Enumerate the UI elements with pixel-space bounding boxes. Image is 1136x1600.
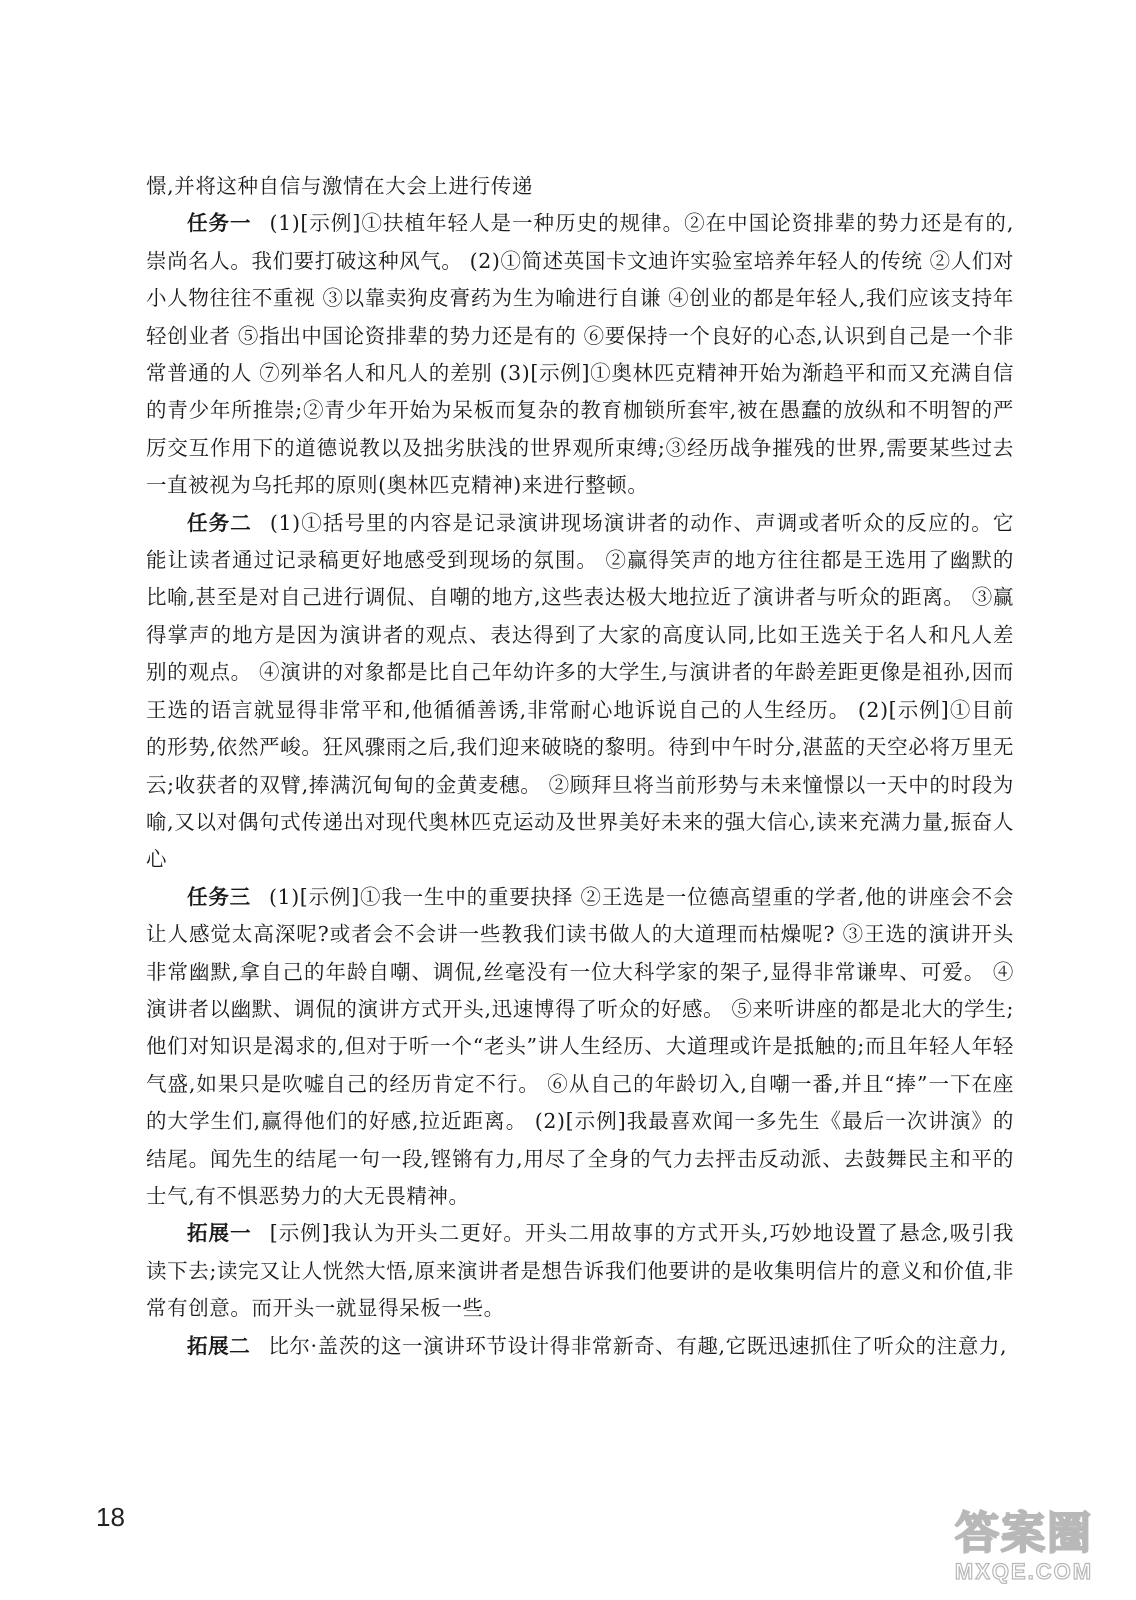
paragraph-text: 比尔·盖茨的这一演讲环节设计得非常新奇、有趣,它既迅速抓住了听众的注意力, (268, 1333, 1008, 1358)
page-number: 18 (96, 1502, 125, 1532)
paragraph-text: [示例]我认为开头二更好。开头二用故事的方式开头,巧妙地设置了悬念,吸引我读下去;读完又让人恍然大悟,原来演讲者是想告诉我们他要讲的是收集明信片的意义和价值,非常有创意。而开头一就显得呆板一些。 (146, 1221, 1014, 1321)
paragraph-extension-2 (146, 1328, 1014, 1365)
section-label: 任务三 (187, 884, 251, 909)
paragraph-text: 憬,并将这种自信与激情在大会上进行传递 (146, 174, 533, 198)
page-content (146, 168, 1014, 1365)
paragraph-text: (1)[示例]①我一生中的重要抉择 ②王选是一位德高望重的学者,他的讲座会不会让人感觉太高深呢?或者会不会讲一些教我们读书做人的大道理而枯燥呢? ③王选的演讲开头非常幽默,拿自己的年龄自嘲、调侃,丝毫没有一位大科学家的架子,显得非常谦卑、可爱。 ④演讲者以幽默、调侃的演讲方式开头,迅速博得了听众的好感。 ⑤来听讲座的都是北大的学生;他们对知识是渴求的,但对于听一个“老头”讲人生经历、大道理或许是抵触的;而且年轻人年轻气盛,如果只是吹嘘自己的经历肯定不行。 ⑥从自己的年龄切入,自嘲一番,并且“捧”一下在座的大学生们,赢得他们的好感,拉近距离。 (2)[示例]我最喜欢闻一多先生《最后一次讲演》的结尾。闻先生的结尾一句一段,铿锵有力,用尽了全身的气力去抨击反动派、去鼓舞民主和平的士气,有不惧恶势力的大无畏精神。 (146, 884, 1014, 1208)
section-label: 拓展二 (187, 1333, 251, 1358)
paragraph-task-3 (146, 879, 1014, 1216)
paragraph-text: (1)[示例]①扶植年轻人是一种历史的规律。②在中国论资排辈的势力还是有的,崇尚名人。我们要打破这种风气。 (2)①简述英国卡文迪许实验室培养年轻人的传统 ②人们对小人物往往不重视 ③以靠卖狗皮膏药为生为喻进行自谦 ④创业的都是年轻人,我们应该支持年轻创业者 ⑤指出中国论资排辈的势力还是有的 ⑥要保持一个良好的心态,认识到自己是一个非常普通的人 ⑦列举名人和凡人的差别 (3)[示例]①奥林匹克精神开始为渐趋平和而又充满自信的青少年所推崇;②青少年开始为呆板而复杂的教育枷锁所套牢,被在愚蠢的放纵和不明智的严厉交互作用下的道德说教以及拙劣肤浅的世界观所束缚;③经历战争摧残的世界,需要某些过去一直被视为乌托邦的原则(奥林匹克精神)来进行整顿。 (146, 211, 1014, 498)
section-label: 任务二 (187, 510, 252, 535)
watermark-sub-text: MXQE.COM (954, 1559, 1094, 1584)
paragraph-task-2 (146, 505, 1014, 879)
section-label: 任务一 (187, 211, 252, 236)
watermark-main-text: 答案圈 (955, 1508, 1093, 1559)
paragraph-continuation (146, 168, 1014, 205)
paragraph-task-1 (146, 205, 1014, 504)
watermark-logo (934, 1504, 1114, 1592)
section-label: 拓展一 (187, 1221, 252, 1246)
paragraph-text: (1)①括号里的内容是记录演讲现场演讲者的动作、声调或者听众的反应的。它能让读者通过记录稿更好地感受到现场的氛围。 ②赢得笑声的地方往往都是王选用了幽默的比喻,甚至是对自己进行调侃、自嘲的地方,这些表达极大地拉近了演讲者与听众的距离。 ③赢得掌声的地方是因为演讲者的观点、表达得到了大家的高度认同,比如王选关于名人和凡人差别的观点。 ④演讲的对象都是比自己年幼许多的大学生,与演讲者的年龄差距更像是祖孙,因而王选的语言就显得非常平和,他循循善诱,非常耐心地诉说自己的人生经历。 (2)[示例]①目前的形势,依然严峻。狂风骤雨之后,我们迎来破晓的黎明。待到中午时分,湛蓝的天空必将万里无云;收获者的双臂,捧满沉甸甸的金黄麦穗。 ②顾拜旦将当前形势与未来憧憬以一天中的时段为喻,又以对偶句式传递出对现代奥林匹克运动及世界美好未来的强大信心,读来充满力量,振奋人心 (146, 510, 1014, 872)
paragraph-extension-1 (146, 1215, 1014, 1327)
